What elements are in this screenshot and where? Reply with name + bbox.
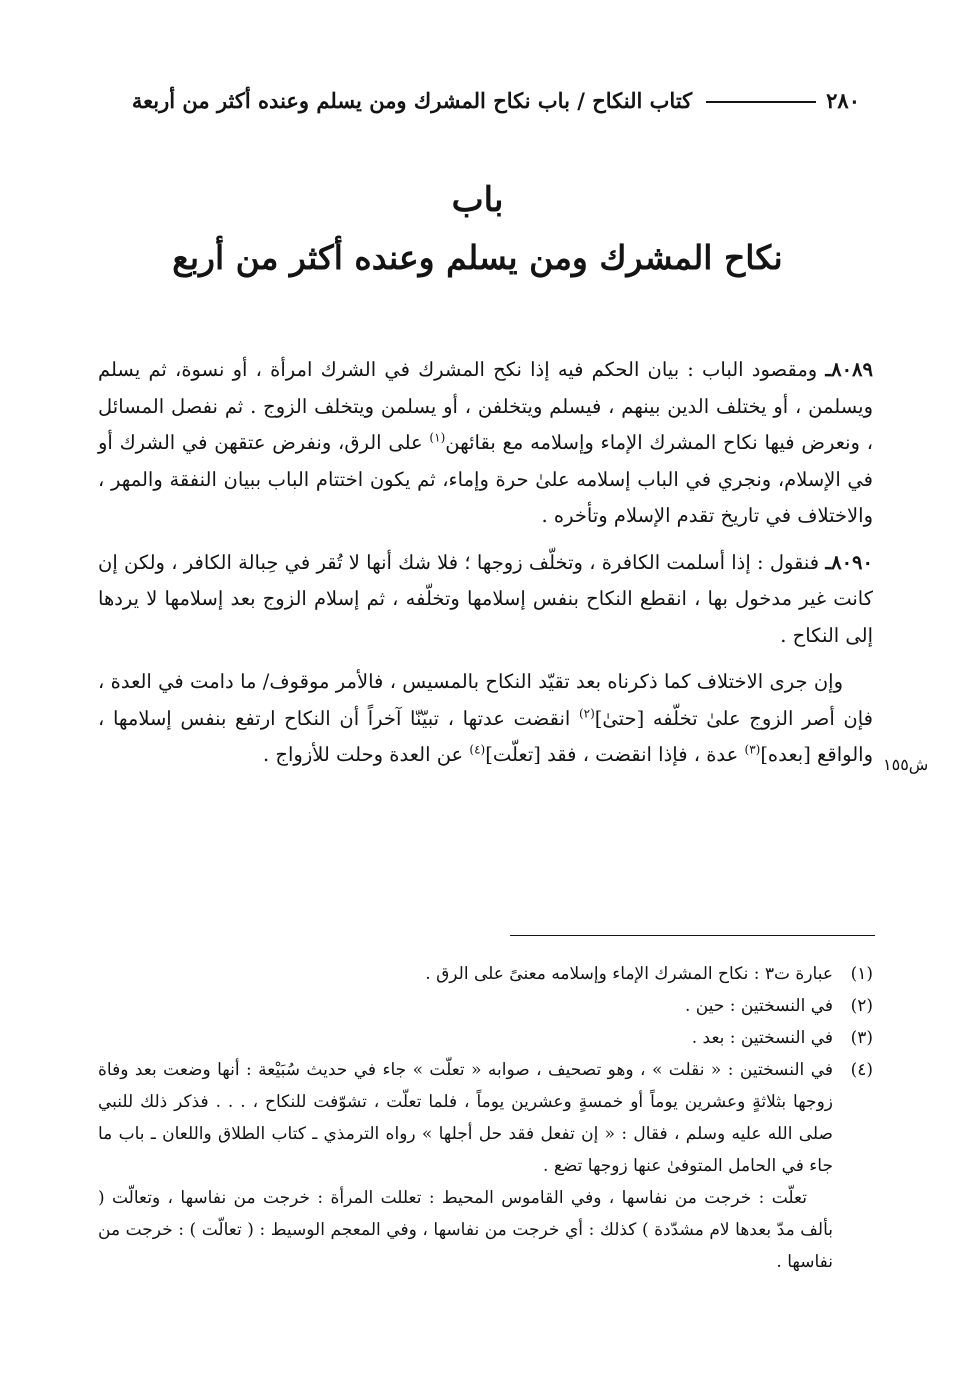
footnotes [98, 958, 873, 1278]
paragraph-text: عن العدة وحلت للأزواج . [263, 743, 470, 766]
footnote-ref-1: (١) [429, 430, 446, 445]
paragraph-text: انقضت عدتها ، تبيّنّا آخراً أن النكاح ارتفع بنفس إسلامها ، والواقع [بعده] [98, 706, 873, 766]
footnote-mark: (١) [850, 964, 873, 984]
running-header [95, 78, 860, 122]
footnote [98, 1022, 873, 1054]
footnote-ref-4: (٤) [469, 742, 486, 757]
paragraph-text: وإن جرى الاختلاف كما ذكرناه بعد تقيّد النكاح بالمسيس ، فالأمر موقوف/ ما دامت في العدة ، فإن أصر الزوج علىٰ تخلّفه [حتىٰ] [98, 670, 873, 730]
paragraph-continuation [98, 664, 873, 774]
header-rule [706, 101, 816, 103]
paragraph-text: عدة ، فإذا انقضت ، فقد [تعلّت] [485, 743, 745, 766]
paragraph-number: ٨٠٩٠ـ [825, 550, 873, 574]
paragraph-8089 [98, 352, 873, 535]
footnote [98, 990, 873, 1022]
footnote [98, 958, 873, 990]
footnote-text: في النسختين : بعد . [691, 1028, 833, 1048]
paragraph-text: فنقول : إذا أسلمت الكافرة ، وتخلّف زوجها ؛ فلا شك أنها لا تُقر في حِبالة الكافر ، ولكن إن كانت غير مدخول بها ، انقطع النكاح بنفس إسلامها وتخلّفه ، ثم إسلام الزوج بعد إسلامها لا يردها إلى النكاح . [98, 550, 873, 647]
footnote-text: عبارة ت٣ : نكاح المشرك الإماء وإسلامه معنىً على الرق . [425, 964, 833, 984]
manuscript-margin-note: ش١٥٥ [883, 755, 929, 774]
footnote-text: في النسختين : حين . [685, 996, 833, 1016]
paragraph-8090 [98, 545, 873, 655]
running-title: كتاب النكاح / باب نكاح المشرك ومن يسلم وعنده أكثر من أربعة [131, 87, 693, 113]
footnote [98, 1054, 873, 1182]
footnote-ref-2: (٢) [578, 706, 595, 720]
paragraph-text: ومقصود الباب : بيان الحكم فيه إذا نكح المشرك في الشرك امرأة ، أو نسوة، ثم يسلم ويسلمن ، أو يختلف الدين بينهم ، فيسلم ويتخلفن ، أو يسلمن ويتخلف الزوج . ثم نفصل المسائل ، ونعرض فيها نكاح المشرك الإماء وإسلامه مع بقائهن [98, 358, 873, 454]
footnote-ref-3: (٣) [744, 742, 761, 757]
paragraph-text: على الرق، ونفرض عتقهن في الشرك أو في الإسلام، ونجري في الباب إسلامه علىٰ حرة وإماء، ثم يكون اختتام الباب ببيان النفقة والمهر ، والاختلاف في تاريخ تقدم الإسلام وتأخره . [98, 431, 873, 527]
main-text [98, 352, 873, 784]
chapter-label: باب [451, 180, 504, 220]
footnote-continuation: تعلّت : خرجت من نفاسها ، وفي القاموس المحيط : تعللت المرأة : خرجت من نفاسها ، وتعالّت ( بألف مدّ بعدها لام مشدّدة ) كذلك : أي خرجت من نفاسها ، وفي المعجم الوسيط : ( تعالّت ) : خرجت من نفاسها . [98, 1188, 833, 1272]
footnote-separator [510, 935, 875, 936]
footnote-text: في النسختين : « نقلت » ، وهو تصحيف ، صوابه « تعلّت » جاء في حديث سُبَيْعة : أنها وضعت بعد وفاة زوجها بثلاثةٍ وعشرين يوماً أو خمسةٍ وعشرين يوماً ، فلما تعلّت ، تشوّفت للنكاح ، . . . فذكر ذلك للنبي صلى الله عليه وسلم ، فقال : « إن تفعل فقد حل أجلها » رواه الترمذي ـ كتاب الطلاق واللعان ـ باب ما جاء في الحامل المتوفىٰ عنها زوجها تضع . [98, 1060, 833, 1176]
footnote-mark: (٢) [850, 996, 873, 1016]
page-number: ٢٨٠ [826, 87, 860, 113]
chapter-title: نكاح المشرك ومن يسلم وعنده أكثر من أربع [172, 238, 783, 277]
paragraph-number: ٨٠٨٩ـ [825, 358, 873, 381]
footnote-mark: (٣) [850, 1028, 873, 1048]
footnote-mark: (٤) [850, 1060, 873, 1080]
